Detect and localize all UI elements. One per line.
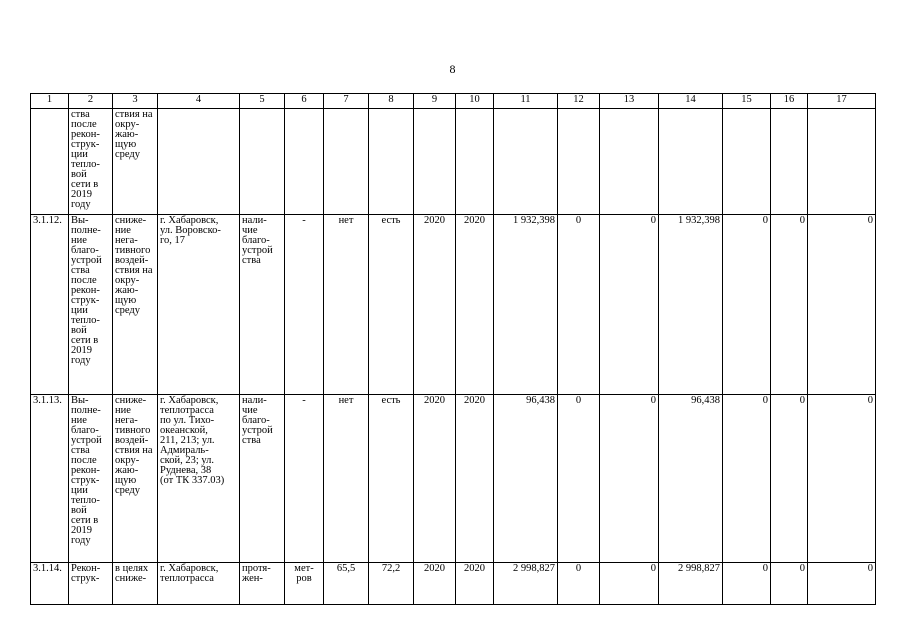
cell-value-after: есть [369, 215, 414, 395]
table-row [31, 109, 876, 215]
cell-event-name: Вы- полне- ние благо- устрой ства после рекон- струк- ции тепло- вой сети в 2019 году [69, 215, 113, 395]
cell-amount: 0 [808, 395, 876, 563]
table-row [31, 215, 876, 395]
cell-amount: 96,438 [659, 395, 723, 563]
table-row [31, 563, 876, 605]
column-header: 5 [240, 94, 285, 109]
cell-amount: 0 [771, 563, 808, 605]
column-header: 2 [69, 94, 113, 109]
cell-number [31, 109, 69, 215]
program-table [30, 93, 876, 605]
cell-amount: 0 [723, 215, 771, 395]
cell-amount [494, 109, 558, 215]
cell-amount: 0 [600, 563, 659, 605]
cell-amount [723, 109, 771, 215]
cell-amount: 0 [808, 563, 876, 605]
cell-unit [285, 109, 324, 215]
cell-amount: 0 [771, 395, 808, 563]
column-header: 14 [659, 94, 723, 109]
column-header: 17 [808, 94, 876, 109]
cell-amount [771, 109, 808, 215]
cell-year-end: 2020 [456, 215, 494, 395]
cell-amount: 0 [808, 215, 876, 395]
cell-address: г. Хабаровск, теплотрасса по ул. Тихо- океанской, 211, 213; ул. Адмираль- ской, 23; ул. Руднева, 38 (от ТК 337.03) [158, 395, 240, 563]
cell-amount: 1 932,398 [659, 215, 723, 395]
cell-event-name: Рекон- струк- [69, 563, 113, 605]
cell-goal: сниже- ние нега- тивного воздей- ствия на окру- жаю- щую среду [113, 395, 158, 563]
cell-amount [558, 109, 600, 215]
cell-goal: в целях сниже- [113, 563, 158, 605]
cell-amount: 0 [600, 395, 659, 563]
cell-goal: ствия на окру- жаю- щую среду [113, 109, 158, 215]
cell-event-name: ства после рекон- струк- ции тепло- вой сети в 2019 году [69, 109, 113, 215]
cell-amount: 0 [558, 395, 600, 563]
cell-indicator: нали- чие благо- устрой ства [240, 215, 285, 395]
page-number: 8 [449, 62, 456, 76]
cell-amount: 2 998,827 [494, 563, 558, 605]
cell-value-after: 72,2 [369, 563, 414, 605]
cell-number: 3.1.13. [31, 395, 69, 563]
cell-number: 3.1.12. [31, 215, 69, 395]
cell-amount: 0 [771, 215, 808, 395]
cell-value-after [369, 109, 414, 215]
cell-value-before: 65,5 [324, 563, 369, 605]
cell-year-start: 2020 [414, 215, 456, 395]
cell-value-before: нет [324, 395, 369, 563]
column-header: 11 [494, 94, 558, 109]
cell-amount [659, 109, 723, 215]
cell-address: г. Хабаровск, теплотрасса [158, 563, 240, 605]
cell-year-start [414, 109, 456, 215]
column-header: 13 [600, 94, 659, 109]
cell-indicator: протя- жен- [240, 563, 285, 605]
cell-amount: 0 [600, 215, 659, 395]
cell-indicator: нали- чие благо- устрой ства [240, 395, 285, 563]
column-header: 16 [771, 94, 808, 109]
column-header: 9 [414, 94, 456, 109]
table-row [31, 395, 876, 563]
column-header: 3 [113, 94, 158, 109]
cell-value-after: есть [369, 395, 414, 563]
cell-unit: - [285, 215, 324, 395]
cell-amount: 0 [723, 563, 771, 605]
cell-amount: 2 998,827 [659, 563, 723, 605]
cell-year-end: 2020 [456, 395, 494, 563]
cell-year-start: 2020 [414, 395, 456, 563]
column-number-row [31, 94, 876, 109]
column-header: 4 [158, 94, 240, 109]
cell-amount [600, 109, 659, 215]
cell-amount: 1 932,398 [494, 215, 558, 395]
cell-year-end [456, 109, 494, 215]
cell-amount: 96,438 [494, 395, 558, 563]
cell-amount: 0 [723, 395, 771, 563]
cell-year-end: 2020 [456, 563, 494, 605]
cell-unit: мет- ров [285, 563, 324, 605]
cell-year-start: 2020 [414, 563, 456, 605]
cell-amount: 0 [558, 215, 600, 395]
column-header: 15 [723, 94, 771, 109]
cell-amount: 0 [558, 563, 600, 605]
cell-value-before: нет [324, 215, 369, 395]
cell-address: г. Хабаровск, ул. Воровско- го, 17 [158, 215, 240, 395]
cell-value-before [324, 109, 369, 215]
cell-unit: - [285, 395, 324, 563]
column-header: 1 [31, 94, 69, 109]
cell-amount [808, 109, 876, 215]
cell-number: 3.1.14. [31, 563, 69, 605]
column-header: 12 [558, 94, 600, 109]
cell-indicator [240, 109, 285, 215]
cell-address [158, 109, 240, 215]
cell-goal: сниже- ние нега- тивного воздей- ствия на окру- жаю- щую среду [113, 215, 158, 395]
column-header: 10 [456, 94, 494, 109]
column-header: 6 [285, 94, 324, 109]
cell-event-name: Вы- полне- ние благо- устрой ства после рекон- струк- ции тепло- вой сети в 2019 году [69, 395, 113, 563]
column-header: 8 [369, 94, 414, 109]
column-header: 7 [324, 94, 369, 109]
